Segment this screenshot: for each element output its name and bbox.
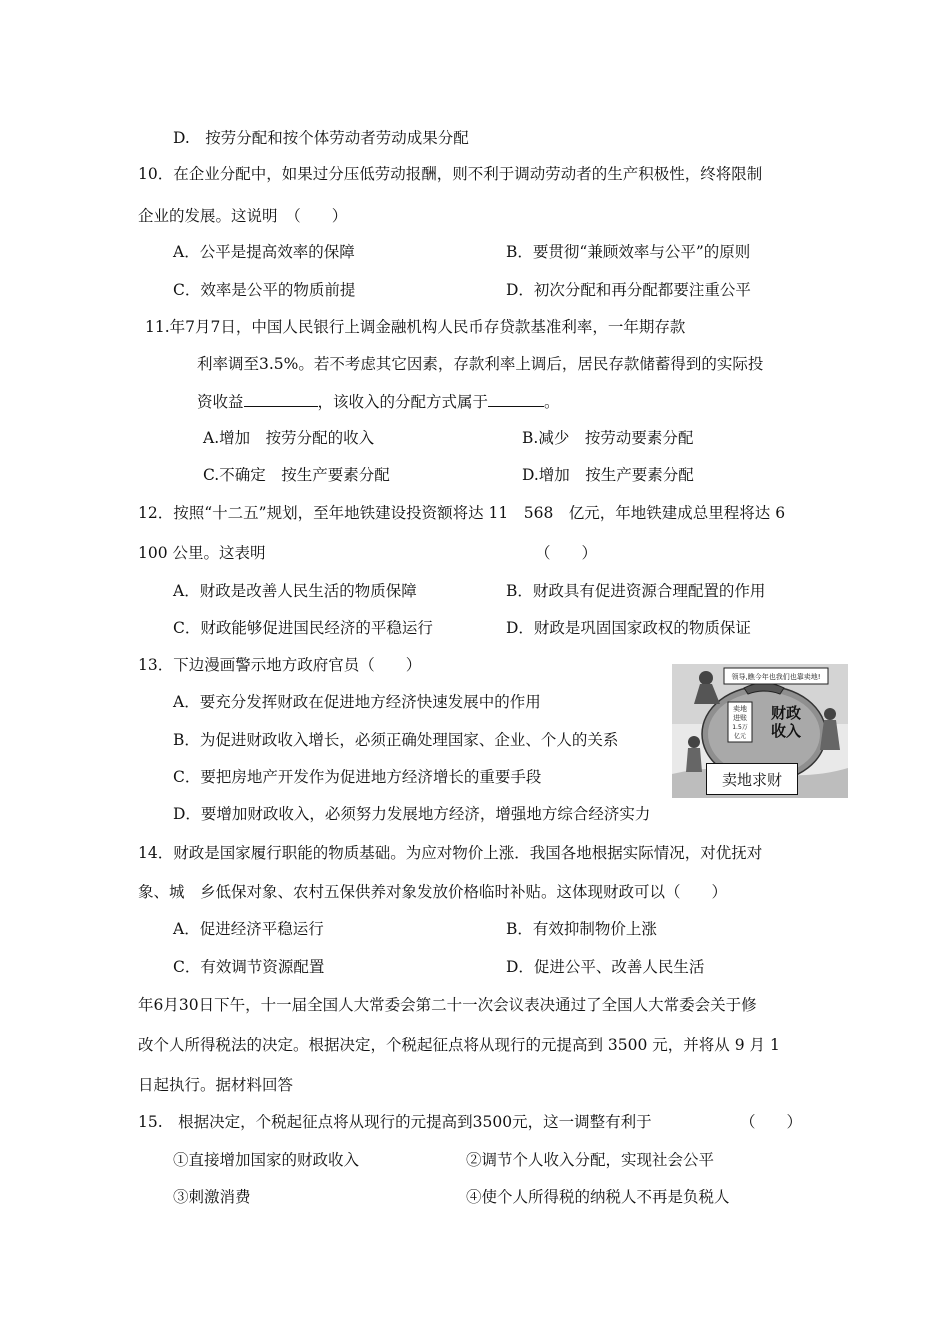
- q12-option-d: D．财政是巩固国家政权的物质保证: [506, 619, 751, 637]
- q12-option-a: A．财政是改善人民生活的物质保障: [173, 582, 417, 600]
- q15-stem: 15. 根据决定，个税起征点将从现行的元提高到3500元，这一调整有利于: [138, 1113, 652, 1131]
- q12-stem-line1: 12．按照“十二五”规划，至年地铁建设投资额将达 11 568 亿元，年地铁建成总里程将达 6: [138, 504, 786, 522]
- q11-stem-line3: [197, 390, 560, 413]
- q11-stem-line1: 11.年7月7日，中国人民银行上调金融机构人民币存贷款基准利率，一年期存款: [145, 318, 686, 336]
- q13-stem: 13．下边漫画警示地方政府官员（ ）: [138, 656, 422, 674]
- q11-stem-part-a: 资收益: [197, 393, 244, 411]
- material-line1: 年6月30日下午，十一届全国人大常委会第二十一次会议表决通过了全国人大常委会关于修: [138, 996, 757, 1014]
- q11-stem-line2: 利率调至3.5%。若不考虑其它因素，存款利率上调后，居民存款储蓄得到的实际投: [197, 355, 764, 373]
- q15-option-3: ③刺激消费: [173, 1188, 251, 1206]
- q13-option-d: D．要增加财政收入，必须努力发展地方经济，增强地方综合经济实力: [173, 805, 651, 823]
- q10-option-d: D．初次分配和再分配都要注重公平: [506, 281, 751, 299]
- q12-stem-line2: 100 公里。这表明: [138, 544, 266, 562]
- q15-option-4: ④使个人所得税的纳税人不再是负税人: [466, 1188, 730, 1206]
- cartoon-sign-line2: 进账: [733, 714, 747, 722]
- q11-stem-part-c: 。: [544, 393, 560, 411]
- q15-answer-paren: （ ）: [740, 1113, 803, 1131]
- q10-stem-line1: 10．在企业分配中，如果过分压低劳动报酬，则不利于调动劳动者的生产积极性，终将限制: [138, 165, 763, 183]
- q11-option-a: A.增加 按劳分配的收入: [203, 429, 375, 447]
- q11-option-b: B.减少 按劳动要素分配: [522, 429, 694, 447]
- cartoon-bag-label-1: 财政: [770, 704, 802, 722]
- q14-stem-line2: 象、城 乡低保对象、农村五保供养对象发放价格临时补贴。这体现财政可以（ ）: [138, 883, 728, 901]
- q14-stem-line1: 14．财政是国家履行职能的物质基础。为应对物价上涨．我国各地根据实际情况，对优抚对: [138, 844, 763, 862]
- q9-option-d: D. 按劳分配和按个体劳动者劳动成果分配: [173, 129, 469, 147]
- material-line3: 日起执行。据材料回答: [138, 1076, 294, 1094]
- cartoon-sign-line4: 亿元: [733, 733, 747, 740]
- cartoon-sign-line1: 卖地: [733, 705, 747, 713]
- q11-blank-1[interactable]: [244, 390, 318, 407]
- q11-option-c: C.不确定 按生产要素分配: [203, 466, 390, 484]
- q12-option-b: B．财政具有促进资源合理配置的作用: [506, 582, 766, 600]
- q13-option-a: A．要充分发挥财政在促进地方经济快速发展中的作用: [173, 693, 541, 711]
- q15-option-2: ②调节个人收入分配，实现社会公平: [466, 1151, 715, 1169]
- q14-option-c: C．有效调节资源配置: [173, 958, 325, 976]
- cartoon-banner-text: 领导,瞧今年也我们也靠卖地!: [731, 673, 821, 681]
- q11-blank-2[interactable]: [488, 390, 544, 407]
- q10-option-c: C．效率是公平的物质前提: [173, 281, 356, 299]
- q14-option-a: A．促进经济平稳运行: [173, 920, 324, 938]
- material-line2: 改个人所得税法的决定。根据决定，个税起征点将从现行的元提高到 3500 元，并将从 9 月 1: [138, 1036, 780, 1054]
- cartoon-sign-line3: 1.5万: [732, 724, 748, 731]
- q10-option-a: A．公平是提高效率的保障: [173, 243, 355, 261]
- q14-option-b: B．有效抑制物价上涨: [506, 920, 657, 938]
- cartoon-bag-label-2: 收入: [770, 722, 802, 740]
- q10-option-b: B．要贯彻“兼顾效率与公平”的原则: [506, 243, 751, 261]
- q10-stem-line2: 企业的发展。这说明 （ ）: [138, 207, 348, 225]
- q12-option-c: C．财政能够促进国民经济的平稳运行: [173, 619, 433, 637]
- q11-stem-part-b: ，该收入的分配方式属于: [317, 393, 489, 411]
- q13-option-c: C．要把房地产开发作为促进地方经济增长的重要手段: [173, 768, 542, 786]
- q15-option-1: ①直接增加国家的财政收入: [173, 1151, 360, 1169]
- q12-answer-paren: （ ）: [535, 544, 598, 562]
- q13-option-b: B．为促进财政收入增长，必须正确处理国家、企业、个人的关系: [173, 731, 619, 749]
- q11-option-d: D.增加 按生产要素分配: [522, 466, 694, 484]
- cartoon-caption: 卖地求财: [706, 763, 798, 795]
- q14-option-d: D．促进公平、改善人民生活: [506, 958, 705, 976]
